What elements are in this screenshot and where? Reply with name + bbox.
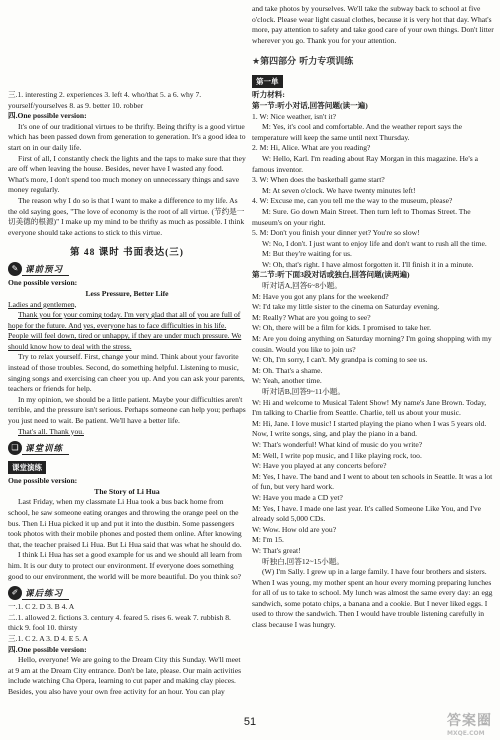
right-column: [252, 4, 494, 631]
lesson-title: 第 48 课时 书面表达(三): [70, 248, 184, 259]
answers-part-2: 二.1. allowed 2. fictions 3. century 4. feared 5. rises 6. weak 7. rubbish 8. thick 9. fool 10. thirsty: [8, 612, 231, 633]
dialogue-line: M: I'm 15.: [252, 535, 284, 545]
dialogue-2: [252, 143, 494, 175]
pencil-icon: ✐: [8, 586, 22, 600]
listening-material-label: 听力材料:: [252, 90, 285, 100]
after-class-banner: [8, 586, 246, 600]
dialogue-line: M: Sure. Go down Main Street. Then turn left to Thomas Street. The museum's on your right.: [252, 206, 471, 227]
section-1-heading: 第一节:听小对话,回答问题(读一遍): [252, 100, 368, 110]
watermark-subtext: MXQE.COM: [447, 730, 485, 737]
essay-1-greeting: Ladies and gentlemen,: [8, 299, 77, 309]
dialogue-b: [252, 398, 494, 557]
essay-1-paragraph-3: In my opinion, we should be a little patient. Maybe your difficulties aren't terrible, and the pressure isn't serious. Perhaps someone can help you; perhaps you just need to wait. Be patient. We'll have a better life.: [8, 394, 246, 426]
essay-1-paragraph-2: Try to relax yourself. First, change your mind. Think about your favorite instead of those troubles. Second, do something helpful. Listening to music, singing songs and exercising can cheer you up. And you can ask your parents, teachers or friends for help.: [8, 352, 245, 394]
version-label: One possible version:: [8, 278, 78, 288]
dialogue-line: 5. M: Don't you finish your dinner yet? You're so slow!: [252, 228, 420, 238]
listen-monologue-instruction: 听独白,回答12~15小题。: [262, 556, 344, 566]
dialogue-line: M: Really? What are you going to see?: [252, 312, 371, 322]
dialogue-line: W: No, I don't. I just want to enjoy life and don't want to rush all the time.: [262, 238, 487, 248]
dialogue-line: W: Have you made a CD yet?: [252, 492, 343, 502]
dialogue-line: M: Oh. That's a shame.: [252, 365, 323, 375]
dialogue-5: [252, 228, 494, 270]
dialogue-line: 4. W: Excuse me, can you tell me the way to the museum, please?: [252, 196, 453, 206]
essay-1-paragraph-1: Thank you for your coming today. I'm very glad that all of you are full of hope for the future. And yes, everyone has to face difficulties in his life. People will feel down, tired or unhappy, if they are under much pressure. We should know how to deal with the stress.: [8, 310, 242, 351]
dialogue-line: M: Have you got any plans for the weekend?: [252, 291, 389, 301]
essay-2-paragraph-1: Last Friday, when my classmate Li Hua took a bus back home from school, he saw someone eating oranges and throwing the orange peel on the bus. Then Li Hua picked it up and put it into the dustbin. Some passengers took photos with their mobile phones and posted them online. After knowing that, the teacher praised Li Hua. But Li Hua said that was what he should do.: [8, 497, 242, 549]
dialogue-4: [252, 196, 494, 228]
thrifty-paragraph-2: First of all, I constantly check the lights and the taps to make sure that they are off when leaving the house. Besides, never have I wasted any food. What's more, I don't spend too much money on unnecessary things and save money regularly.: [8, 153, 246, 195]
dialogue-line: W: That's wonderful! What kind of music do you write?: [252, 439, 423, 449]
dialogue-line: W: Hi and welcome to Musical Talent Show! My name's Jane Brown. Today, I'm talking to Charlie from Seattle. Charlie, tell us about your music.: [252, 397, 487, 418]
dialogue-a: [252, 292, 494, 387]
essay-2-paragraph-2: I think Li Hua has set a good example for us and we should all learn from him. It is our duty to protect our environment. If everyone does something good to our environment, the world will be more beautiful. Do you think so?: [8, 550, 242, 581]
class-practice-tag: 课堂演练: [8, 461, 46, 474]
section-2-heading: 第二节:听下面3段对话或独白,回答问题(读两遍): [252, 270, 410, 280]
preview-banner: [8, 262, 246, 276]
dialogue-line: M: At seven o'clock. We have twenty minutes left!: [262, 185, 416, 195]
watermark-text: 答案圈: [447, 713, 492, 729]
thrifty-paragraph-3: The reason why I do so is that I want to make a difference to my life. As the old saying goes, "The love of economy is the root of all virtue. (节约是一切美德的根源)" I make up my mind to be thrifty as much as possible. I think everyone should take actions to stick to this virtue.: [8, 195, 245, 237]
pen-icon: ✎: [8, 262, 22, 276]
dialogue-line: W: That's great!: [252, 545, 301, 555]
unit-1-tag: 第一单: [252, 75, 283, 88]
essay-2-title: The Story of Li Hua: [94, 486, 160, 496]
dialogue-line: W: Have you played at any concerts before?: [252, 461, 387, 471]
dialogue-line: M: Yes, I have. The band and I went to about ten schools in Seattle. It was a lot of fun, but very hard work.: [252, 471, 493, 492]
dialogue-line: 1. W: Nice weather, isn't it?: [252, 111, 336, 121]
answers-part-4-heading: 四.One possible version:: [8, 644, 87, 654]
part-4-heading: ★第四部分 听力专项训练: [252, 57, 354, 68]
version-label-2: One possible version:: [8, 476, 78, 486]
watermark-logo: [447, 710, 492, 737]
dialogue-line: M: Yes, I have. I made one last year. It's called Someone Like You, and I've already sold 5,000 CDs.: [252, 503, 482, 524]
book-icon: ❏: [8, 441, 22, 455]
page-number: 51: [243, 716, 257, 728]
dialogue-1: [252, 112, 494, 144]
answers-part-1: 一.1. C 2. D 3. B 4. A: [8, 602, 75, 612]
dialogue-line: W: Hello, Karl. I'm reading about Ray Morgan in this magazine. He's a famous inventor.: [252, 153, 478, 174]
after-class-label: 课后练习: [22, 587, 69, 600]
class-training-banner: [8, 441, 246, 455]
exercise-3-answers: 三.1. interesting 2. experiences 3. left 4. who/that 5. a 6. why 7. yourself/yourselves 8. as 9. better 10. robber: [8, 90, 202, 110]
dialogue-line: M: Yes, it's cool and comfortable. And the weather report says the temperature will keep the same until next Thursday.: [252, 122, 463, 142]
listen-a-instruction: 听对话A,回答6~8小题。: [262, 281, 342, 291]
dialogue-line: W: Oh, that's right. I have almost forgotten it. I'll finish it in a minute.: [262, 259, 474, 269]
dialogue-line: M: Hi, Jane. I love music! I started playing the piano when I was 5 years old. Now, I write songs, sing, and play the piano in a band.: [252, 418, 487, 439]
class-training-label: 课堂训练: [22, 442, 69, 455]
essay-1-title: Less Pressure, Better Life: [85, 288, 169, 298]
dialogue-line: M: Well, I write pop music, and I like playing rock, too.: [252, 450, 422, 460]
dream-city-paragraph: Hello, everyone! We are going to the Dream City this Sunday. We'll meet at 9 am at the Dream City entrance. Don't be late, please. Our main activities include watching Cha Opera, learning to cut paper and making clay pieces. Besides, you also have your own free activity for an hour. You can play: [8, 655, 242, 696]
essay-1-closing: That's all. Thank you.: [18, 426, 84, 436]
dialogue-line: W: I'd take my little sister to the cinema on Saturday evening.: [252, 302, 440, 312]
dialogue-line: W: Wow. How old are you?: [252, 524, 337, 534]
dream-city-continued: and take photos by yourselves. We'll take the subway back to school at five o'clock. Please wear light casual clothes, because it is very hot that day. What's more, pay attention to safety and take good care of your own things. Don't litter wherever you go. Thank you for your attention.: [252, 4, 494, 45]
exercise-4-heading: 四.One possible version:: [8, 111, 87, 121]
dialogue-line: M: Are you doing anything on Saturday morning? I'm going shopping with my cousin. Would you like to join us?: [252, 334, 492, 354]
dialogue-line: W: Oh, there will be a film for kids. I promised to take her.: [252, 323, 431, 333]
left-column: [8, 90, 246, 698]
dialogue-3: [252, 175, 494, 196]
dialogue-line: W: Yeah, another time.: [252, 376, 322, 386]
dialogue-line: 3. W: When does the basketball game start?: [252, 175, 385, 185]
answers-part-3: 三.1. C 2. A 3. D 4. E 5. A: [8, 633, 88, 643]
dialogue-line: W: Oh, I'm sorry, I can't. My grandpa is coming to see us.: [252, 355, 428, 365]
listen-b-instruction: 听对话B,回答9~11小题。: [262, 387, 345, 396]
monologue-text: (W) I'm Sally. I grew up in a large family. I have four brothers and sisters. When I was young, my mother spent an hour every morning preparing lunches for all of us to take to school. My lunch was almost the same every day: an egg sandwich, some potato chips, a banana and a cookie. But I never liked eggs. I used to throw the sandwich. Then I would have trouble listening carefully in class because I was hungry.: [252, 567, 493, 630]
thrifty-paragraph-1: It's one of our traditional virtues to be thrifty. Being thrifty is a good virtue which has been passed down from generation to generation. It's a good idea to start on in our daily life.: [8, 121, 246, 152]
dialogue-line: 2. M: Hi, Alice. What are you reading?: [252, 143, 371, 153]
dialogue-line: M: But they're waiting for us.: [262, 249, 352, 259]
preview-banner-label: 课前预习: [22, 263, 69, 276]
